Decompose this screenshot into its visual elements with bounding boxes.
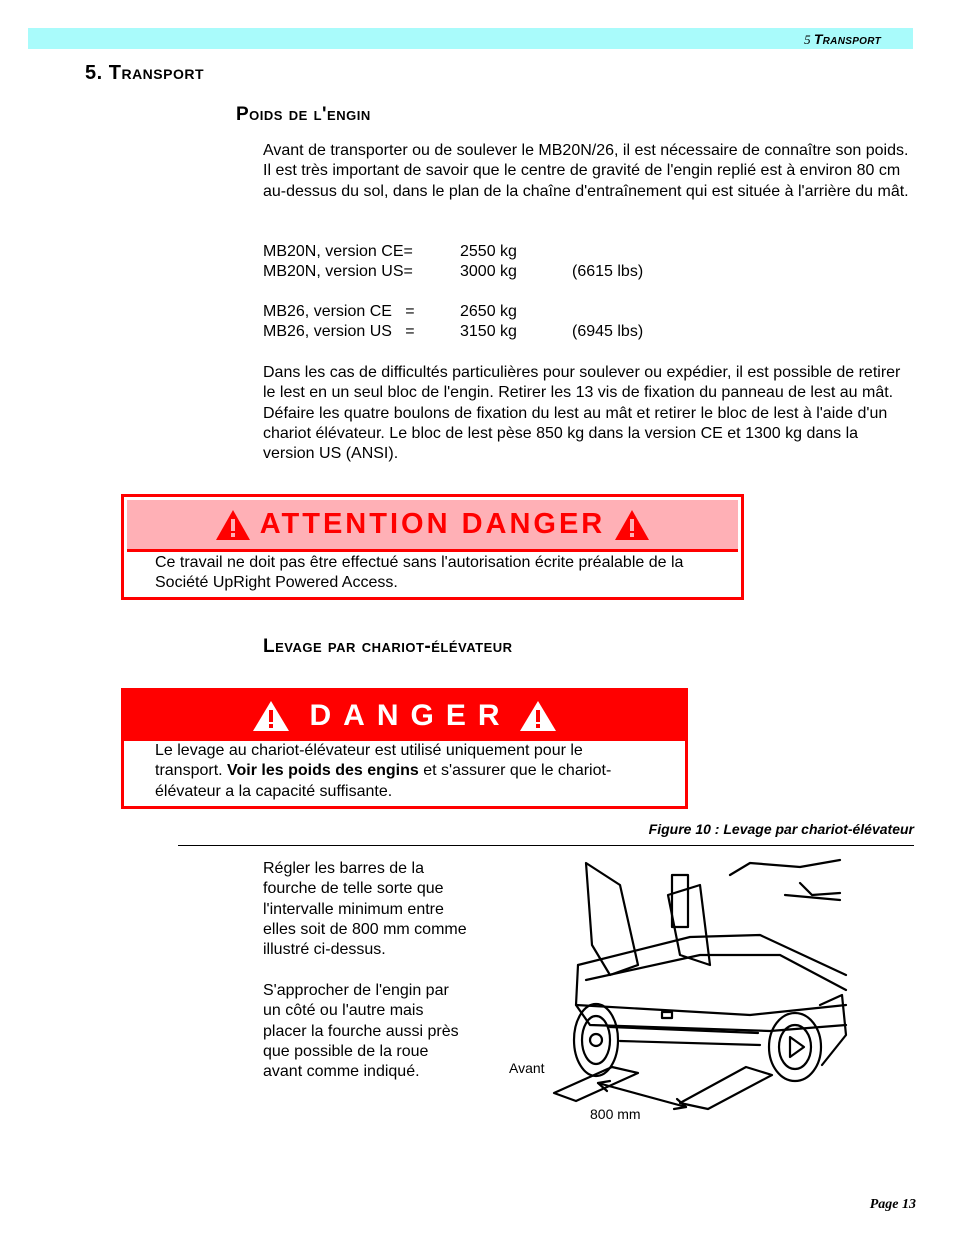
- warning-icon: [214, 508, 252, 542]
- danger-text: Le levage au chariot-élévateur est utilisé uniquement pour le transport. Voir les poids des engins et s'assurer que le chariot-élévateur a la capacité suffisante.: [155, 742, 612, 800]
- attention-danger-title: ATTENTION DANGER: [259, 508, 606, 540]
- figure-caption: Figure 10 : Levage par chariot-élévateur: [648, 821, 914, 837]
- weights-heading: Poids de l'engin: [236, 104, 371, 125]
- danger-box: [121, 688, 688, 809]
- forklift-illustration: [550, 855, 850, 1115]
- label-front: Avant: [509, 1060, 545, 1076]
- weights-intro: Avant de transporter ou de soulever le MB20N/26, il est nécessaire de connaître son poids. Il est très important de savoir que le centre de gravité de l'engin replié est à environ 80 cm au-dessus du sol, dans le plan de la chaîne d'entraînement qui est située à l'arrière du mât.: [263, 142, 909, 200]
- attention-danger-box: [121, 494, 744, 600]
- forklift-heading: Levage par chariot-élévateur: [263, 636, 513, 657]
- chapter-title: Transport: [813, 31, 881, 47]
- forklift-instruction-1: Régler les barres de la fourche de telle sorte que l'intervalle minimum entre elles soit de 800 mm comme illustré ci-dessus.: [263, 860, 467, 959]
- running-header: [28, 28, 913, 49]
- page-number: Page 13: [869, 1197, 916, 1212]
- forklift-instruction-2: S'approcher de l'engin par un côté ou l'autre mais placer la fourche aussi près que possible de la roue avant comme indiqué.: [263, 982, 459, 1081]
- attention-danger-header: [127, 500, 738, 552]
- warning-icon: [251, 699, 291, 733]
- danger-title: DANGER: [309, 699, 512, 732]
- warning-icon: [613, 508, 651, 542]
- ballast-paragraph: Dans les cas de difficultés particulières pour soulever ou expédier, il est possible de retirer le lest en un seul bloc de l'engin. Retirer les 13 vis de fixation du panneau de lest au mât. Défaire les quatre boulons de fixation du lest au mât et retirer le bloc de lest à l'aide d'un chariot élévateur. Le bloc de lest pèse 850 kg dans la version CE et 1300 kg dans la version US (ANSI).: [263, 364, 901, 463]
- danger-header: [124, 691, 685, 741]
- label-distance: 800 mm: [590, 1106, 641, 1122]
- running-header-text: [804, 31, 881, 48]
- section-title: 5. Transport: [85, 62, 205, 84]
- attention-danger-text: Ce travail ne doit pas être effectué sans l'autorisation écrite préalable de la Société UpRight Powered Access.: [155, 554, 684, 592]
- warning-icon: [518, 699, 558, 733]
- danger-text-emphasis: Voir les poids des engins: [227, 762, 419, 780]
- figure-rule: [178, 845, 914, 846]
- chapter-number: 5: [804, 32, 811, 47]
